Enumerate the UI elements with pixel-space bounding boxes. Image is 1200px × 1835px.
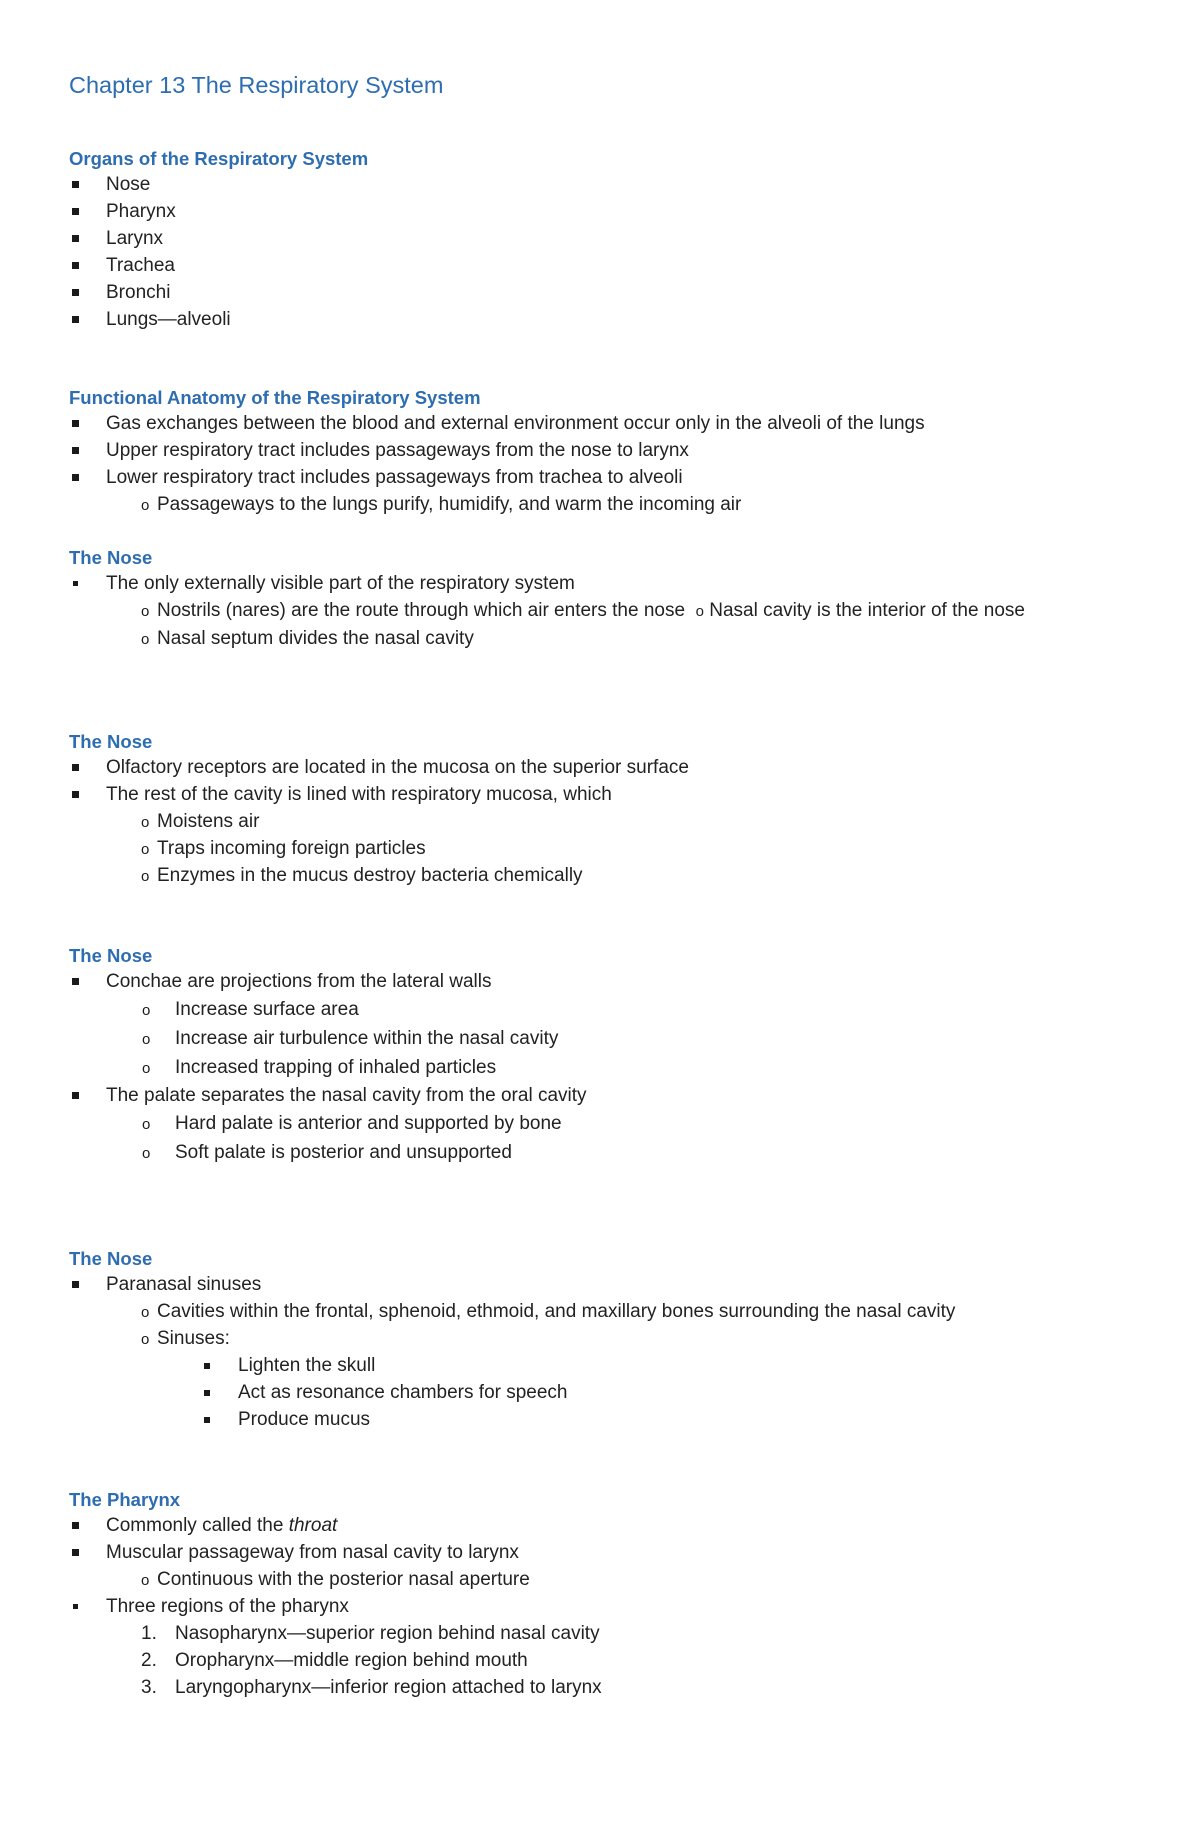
sub-list-item: o Moistens air xyxy=(69,808,1129,835)
sub-list-item: o Traps incoming foreign particles xyxy=(69,835,1129,862)
list-item: Paranasal sinuses xyxy=(69,1271,1129,1298)
section-heading: The Nose xyxy=(69,731,153,752)
sub-list-item: o Sinuses: xyxy=(69,1325,1129,1352)
sub-sub-list-item: Produce mucus xyxy=(69,1406,1129,1433)
emphasis-text: throat xyxy=(288,1515,338,1536)
sub-list-item: o Cavities within the frontal, sphenoid, ethmoid, and maxillary bones surrounding the nasal cavity xyxy=(69,1298,1129,1325)
bullet-list xyxy=(69,171,1129,333)
numbered-item xyxy=(69,1620,1129,1647)
list-item: Three regions of the pharynx xyxy=(69,1593,1129,1620)
list-item: Conchae are projections from the lateral walls xyxy=(69,968,1129,995)
bullet-list xyxy=(69,1512,1129,1566)
bullet-list xyxy=(69,1082,1129,1109)
chapter-title: Chapter 13 The Respiratory System xyxy=(69,72,444,98)
sub-list xyxy=(69,995,1129,1082)
sub-list xyxy=(69,1566,1129,1593)
list-item: The only externally visible part of the respiratory system xyxy=(69,570,1129,597)
section-nose-2 xyxy=(69,730,1129,889)
item-number: 3. xyxy=(141,1677,157,1698)
section-heading: The Nose xyxy=(69,547,153,568)
sub-list-item: o Soft palate is posterior and unsupported xyxy=(69,1138,1129,1167)
item-number: 2. xyxy=(141,1650,157,1671)
list-item: Lower respiratory tract includes passageways from trachea to alveoli xyxy=(69,464,1129,491)
bullet-list xyxy=(69,570,1129,597)
section-nose-1 xyxy=(69,546,1129,652)
sub-list-item: o Increase surface area xyxy=(69,995,1129,1024)
sub-sub-list xyxy=(69,1352,1129,1433)
sub-list xyxy=(69,1298,1129,1352)
section-organs xyxy=(69,147,1129,333)
sub-list-item: o Passageways to the lungs purify, humidify, and warm the incoming air xyxy=(69,491,1129,518)
sub-item-nostrils: Nostrils (nares) are the route through which air enters the nose xyxy=(157,600,686,621)
sub-list-item: o Nostrils (nares) are the route through which air enters the nose o Nasal cavity is the interior of the nose xyxy=(69,597,1057,625)
list-item: The rest of the cavity is lined with respiratory mucosa, which xyxy=(69,781,1129,808)
list-item: Bronchi xyxy=(69,279,1129,306)
item-text: Oropharynx—middle region behind mouth xyxy=(175,1650,528,1671)
list-item xyxy=(69,1512,1129,1539)
list-item: The palate separates the nasal cavity from the oral cavity xyxy=(69,1082,1129,1109)
section-heading: Organs of the Respiratory System xyxy=(69,148,369,169)
sub-list xyxy=(69,597,1129,652)
section-heading: Functional Anatomy of the Respiratory System xyxy=(69,387,481,408)
sub-list xyxy=(69,491,1129,518)
section-pharynx xyxy=(69,1488,1129,1701)
sub-list-item: o Nasal septum divides the nasal cavity xyxy=(69,625,1129,652)
bullet-list xyxy=(69,1271,1129,1298)
bullet-list xyxy=(69,410,1129,491)
sub-item-nasal-cavity: Nasal cavity is the interior of the nose xyxy=(709,600,1025,621)
bullet-list xyxy=(69,1593,1129,1620)
list-item: Trachea xyxy=(69,252,1129,279)
sub-sub-list-item: Act as resonance chambers for speech xyxy=(69,1379,1129,1406)
sub-sub-list-item: Lighten the skull xyxy=(69,1352,1129,1379)
sub-list-item: o Increased trapping of inhaled particles xyxy=(69,1053,1129,1082)
list-item: Olfactory receptors are located in the mucosa on the superior surface xyxy=(69,754,1129,781)
section-nose-3 xyxy=(69,944,1129,1167)
sub-list xyxy=(69,808,1129,889)
section-functional-anatomy xyxy=(69,386,1129,518)
sub-list-item: o Hard palate is anterior and supported by bone xyxy=(69,1109,1129,1138)
sub-list-item: o Enzymes in the mucus destroy bacteria chemically xyxy=(69,862,1129,889)
item-text: Nasopharynx—superior region behind nasal cavity xyxy=(175,1623,600,1644)
item-number: 1. xyxy=(141,1623,157,1644)
numbered-list xyxy=(69,1620,1129,1701)
list-item: Lungs—alveoli xyxy=(69,306,1129,333)
section-heading: The Nose xyxy=(69,1248,153,1269)
list-item: Muscular passageway from nasal cavity to larynx xyxy=(69,1539,1129,1566)
section-nose-4 xyxy=(69,1247,1129,1433)
section-heading: The Pharynx xyxy=(69,1489,181,1510)
list-item: Larynx xyxy=(69,225,1129,252)
bullet-list xyxy=(69,968,1129,995)
list-item-text: Commonly called the xyxy=(106,1515,284,1536)
sub-list xyxy=(69,1109,1129,1167)
sub-list-item: o Continuous with the posterior nasal aperture xyxy=(69,1566,1129,1593)
section-heading: The Nose xyxy=(69,945,153,966)
numbered-item xyxy=(69,1647,1129,1674)
item-text: Laryngopharynx—inferior region attached to larynx xyxy=(175,1677,602,1698)
bullet-list xyxy=(69,754,1129,808)
list-item: Upper respiratory tract includes passageways from the nose to larynx xyxy=(69,437,1129,464)
numbered-item xyxy=(69,1674,1129,1701)
sub-list-item: o Increase air turbulence within the nasal cavity xyxy=(69,1024,1129,1053)
list-item: Pharynx xyxy=(69,198,1129,225)
list-item: Nose xyxy=(69,171,1129,198)
list-item: Gas exchanges between the blood and external environment occur only in the alveoli of the lungs xyxy=(69,410,1129,437)
